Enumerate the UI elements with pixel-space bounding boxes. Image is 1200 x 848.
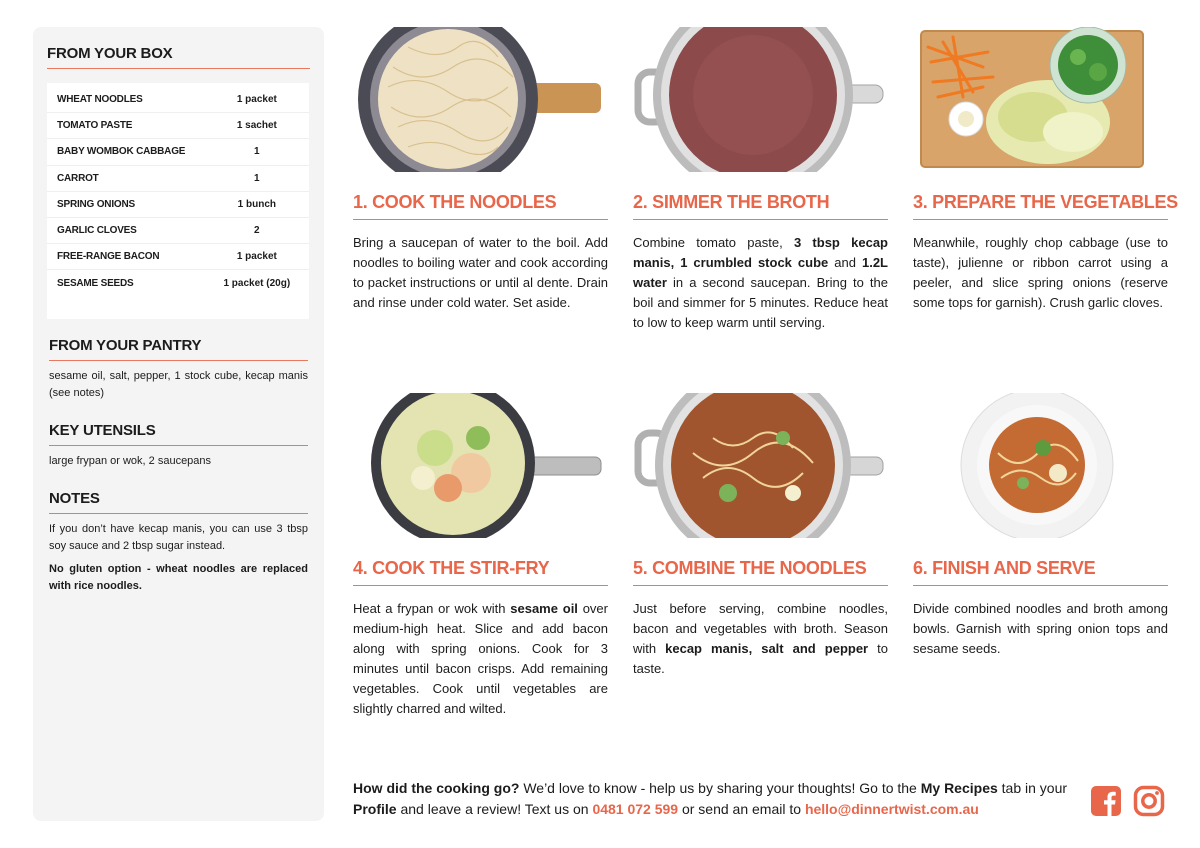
ingredient-name: BABY WOMBOK CABBAGE [57, 146, 186, 158]
step-5-text [633, 599, 888, 679]
pantry-text: sesame oil, salt, pepper, 1 stock cube, kecap manis (see notes) [49, 370, 308, 399]
step-1 [353, 27, 608, 313]
step-6 [913, 393, 1168, 659]
ingredient-qty: 1 bunch [237, 198, 276, 210]
step-1-photo [353, 27, 608, 172]
ingredient-name: WHEAT NOODLES [57, 94, 143, 106]
step-text-bold: 3 tbsp kecap manis, 1 crumbled stock cube [633, 235, 888, 270]
step-text-segment: in a second saucepan. Bring to the boil and simmer for 5 minutes. Reduce heat to low to keep warm until serving. [633, 275, 888, 330]
ingredient-qty: 1 packet (20g) [223, 277, 291, 289]
step-3 [913, 27, 1178, 313]
ingredient-name: FREE-RANGE BACON [57, 251, 160, 263]
chopped-vegetables-board-image [913, 27, 1168, 172]
feedback-question: How did the cooking go? [353, 780, 520, 796]
utensils-heading: KEY UTENSILS [49, 422, 308, 446]
email-link[interactable]: hello@dinnertwist.com.au [804, 801, 979, 817]
footer-text: We’d love to know - help us by sharing your thoughts! Go to the [519, 780, 921, 796]
step-2-text [633, 233, 888, 333]
table-row [47, 270, 309, 296]
gluten-note: No gluten option - wheat noodles are replaced with rice noodles. [49, 563, 308, 592]
ingredient-name: GARLIC CLOVES [57, 225, 137, 237]
ingredient-name: SPRING ONIONS [57, 198, 135, 210]
step-5 [633, 393, 888, 679]
instagram-icon[interactable] [1133, 785, 1165, 822]
step-3-photo [913, 27, 1168, 172]
pantry-heading: FROM YOUR PANTRY [49, 337, 308, 361]
ingredient-name: TOMATO PASTE [57, 120, 133, 132]
utensils-text: large frypan or wok, 2 saucepans [49, 455, 212, 467]
stir-fry-pan-image [353, 393, 608, 538]
profile-label: Profile [353, 801, 397, 817]
ingredients-sidebar [33, 27, 324, 821]
step-text-bold: 1.2L water [633, 255, 888, 290]
pantry-section [47, 337, 310, 402]
step-text-segment: to taste. [633, 641, 888, 676]
footer-text: or send an email to [678, 801, 805, 817]
step-text-bold: sesame oil [510, 601, 578, 616]
footer-text: tab in your [997, 780, 1068, 796]
step-text-segment: Bring a saucepan of water to the boil. Add noodles to boiling water and cook according to packet instructions or until al dente. Drain and rinse under cold water. Set aside. [353, 235, 608, 310]
step-3-title: 3. PREPARE THE VEGETABLES [913, 192, 1168, 220]
step-4-photo [353, 393, 608, 538]
step-5-photo [633, 393, 888, 538]
step-4-text [353, 599, 608, 719]
step-3-text [913, 233, 1168, 313]
noodles-in-colander-image [353, 27, 608, 172]
ingredient-qty: 2 [254, 225, 260, 237]
footer-text: and leave a review! Text us on [396, 801, 593, 817]
combined-noodles-pot-image [633, 393, 888, 538]
ingredient-qty: 1 [254, 172, 260, 184]
table-row [47, 192, 309, 218]
facebook-icon[interactable] [1090, 785, 1122, 822]
step-text-segment: Heat a frypan or wok with [353, 601, 511, 616]
ingredient-qty: 1 sachet [236, 120, 277, 132]
step-text-segment: Just before serving, combine noodles, bacon and vegetables with broth. Season with [633, 601, 888, 656]
step-1-title: 1. COOK THE NOODLES [353, 192, 608, 220]
table-row [47, 244, 309, 270]
phone-link[interactable]: 0481 072 599 [592, 801, 679, 817]
step-2-title: 2. SIMMER THE BROTH [633, 192, 888, 220]
table-row [47, 113, 309, 139]
notes-section [47, 490, 310, 595]
table-row [47, 87, 309, 113]
from-your-box-heading: FROM YOUR BOX [47, 45, 310, 69]
step-text-segment: Meanwhile, roughly chop cabbage (use to taste), julienne or ribbon carrot using a peeler, and slice spring onions (reserve some tops for garnish). Crush garlic cloves. [913, 235, 1168, 310]
step-6-title: 6. FINISH AND SERVE [913, 558, 1168, 586]
step-4 [353, 393, 608, 719]
step-6-text [913, 599, 1168, 659]
step-text-segment: and [828, 255, 862, 270]
my-recipes-label: My Recipes [920, 780, 998, 796]
ingredient-qty: 1 packet [236, 94, 277, 106]
step-6-photo [913, 393, 1168, 538]
ingredient-qty: 1 packet [236, 251, 277, 263]
feedback-footer [353, 778, 1073, 820]
step-4-title: 4. COOK THE STIR-FRY [353, 558, 608, 586]
ingredient-qty: 1 [254, 146, 260, 158]
table-row [47, 218, 309, 244]
step-text-bold: kecap manis, salt and pepper [665, 641, 869, 656]
broth-saucepan-image [633, 27, 888, 172]
notes-heading: NOTES [49, 490, 308, 514]
table-row [47, 139, 309, 165]
table-row [47, 166, 309, 192]
notes-text: If you don’t have kecap manis, you can use 3 tbsp soy sauce and 2 tbsp sugar instead. [49, 523, 308, 552]
served-bowl-image [913, 393, 1168, 538]
step-1-text [353, 233, 608, 313]
step-2 [633, 27, 888, 333]
step-text-segment: over medium-high heat. Slice and add bacon along with spring onions. Cook for 3 minutes until bacon crisps. Add remaining vegetables. Cook until vegetables are slightly charred and wilted. [353, 601, 608, 716]
step-text-segment: Divide combined noodles and broth among bowls. Garnish with spring onion tops and sesame seeds. [913, 601, 1168, 656]
ingredient-name: SESAME SEEDS [57, 277, 134, 289]
box-ingredient-table [47, 83, 309, 319]
step-5-title: 5. COMBINE THE NOODLES [633, 558, 888, 586]
ingredient-name: CARROT [57, 172, 99, 184]
utensils-section [47, 422, 310, 470]
step-text-segment: Combine tomato paste, [633, 235, 794, 250]
step-2-photo [633, 27, 888, 172]
